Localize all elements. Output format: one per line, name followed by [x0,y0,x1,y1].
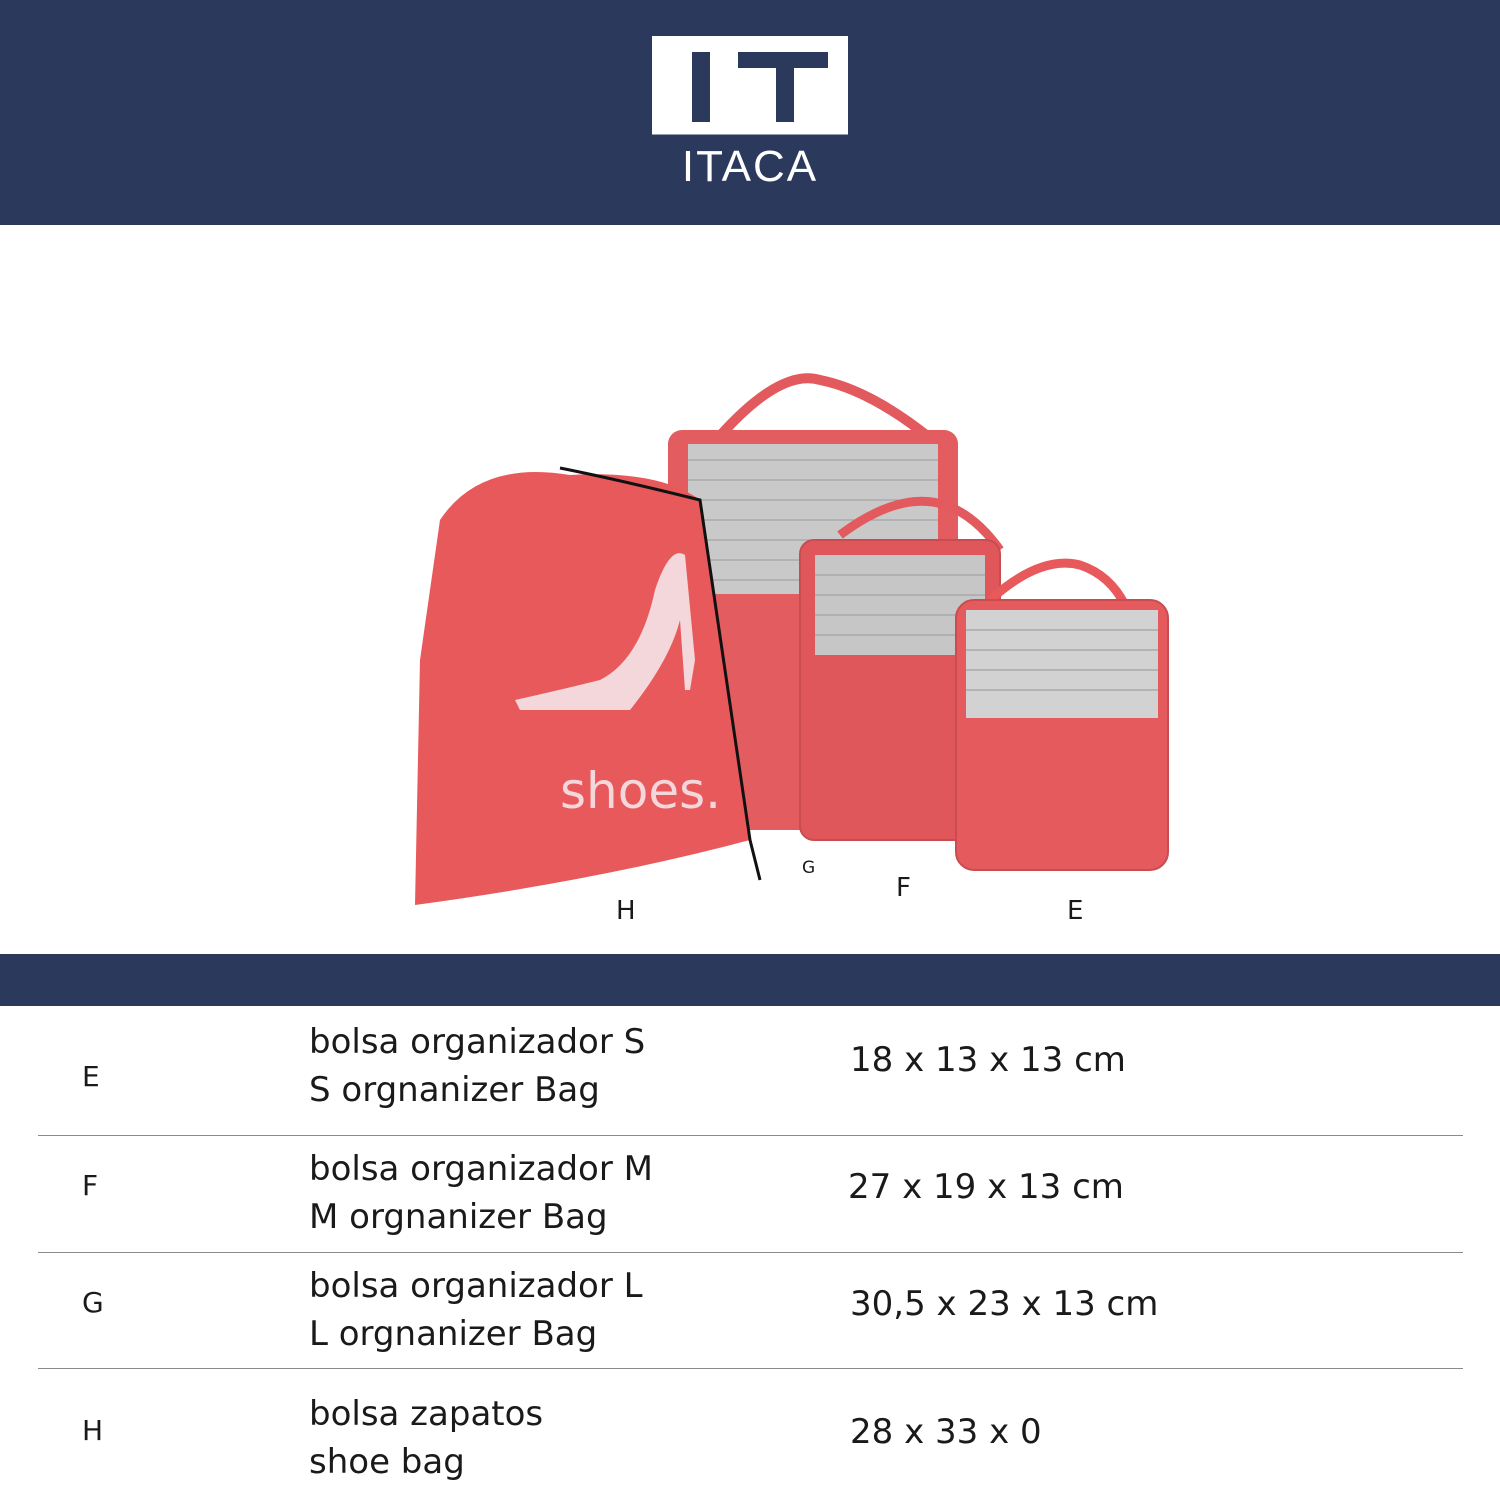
row-description [309,1262,643,1358]
organizer-bag-small [956,563,1168,870]
row-size: 28 x 33 x 0 [850,1412,1042,1452]
row-code: E [82,1060,100,1093]
shoe-bag-print: shoes. [560,762,722,820]
row-description [309,1145,653,1241]
row-desc-en: L orgnanizer Bag [309,1314,598,1354]
row-desc-en: M orgnanizer Bag [309,1197,608,1237]
photo-label-f: F [896,873,911,903]
row-code: H [82,1414,104,1447]
product-photo [400,360,1180,920]
row-size: 27 x 19 x 13 cm [848,1167,1124,1207]
row-divider [38,1252,1463,1253]
row-desc-es: bolsa zapatos [309,1394,544,1434]
row-desc-en: S orgnanizer Bag [309,1070,600,1110]
row-desc-es: bolsa organizador M [309,1149,653,1189]
brand-name: ITACA [681,142,819,186]
photo-label-e: E [1067,896,1084,926]
photo-label-h: H [616,896,636,926]
table-row [38,1018,1463,1128]
header-band [0,0,1500,225]
photo-label-g: G [802,858,816,878]
table-row [38,1145,1463,1255]
table-row [38,1262,1463,1372]
section-divider-band [0,954,1500,1006]
table-row [38,1390,1463,1495]
row-code: F [82,1169,99,1202]
row-divider [38,1135,1463,1136]
row-divider [38,1368,1463,1369]
itaca-logo [652,36,848,186]
row-desc-es: bolsa organizador L [309,1266,643,1306]
row-description [309,1018,645,1114]
row-size: 18 x 13 x 13 cm [850,1040,1126,1080]
row-size: 30,5 x 23 x 13 cm [850,1284,1159,1324]
row-code: G [82,1286,104,1319]
row-desc-es: bolsa organizador S [309,1022,646,1062]
row-desc-en: shoe bag [309,1442,465,1482]
row-description [309,1390,543,1486]
